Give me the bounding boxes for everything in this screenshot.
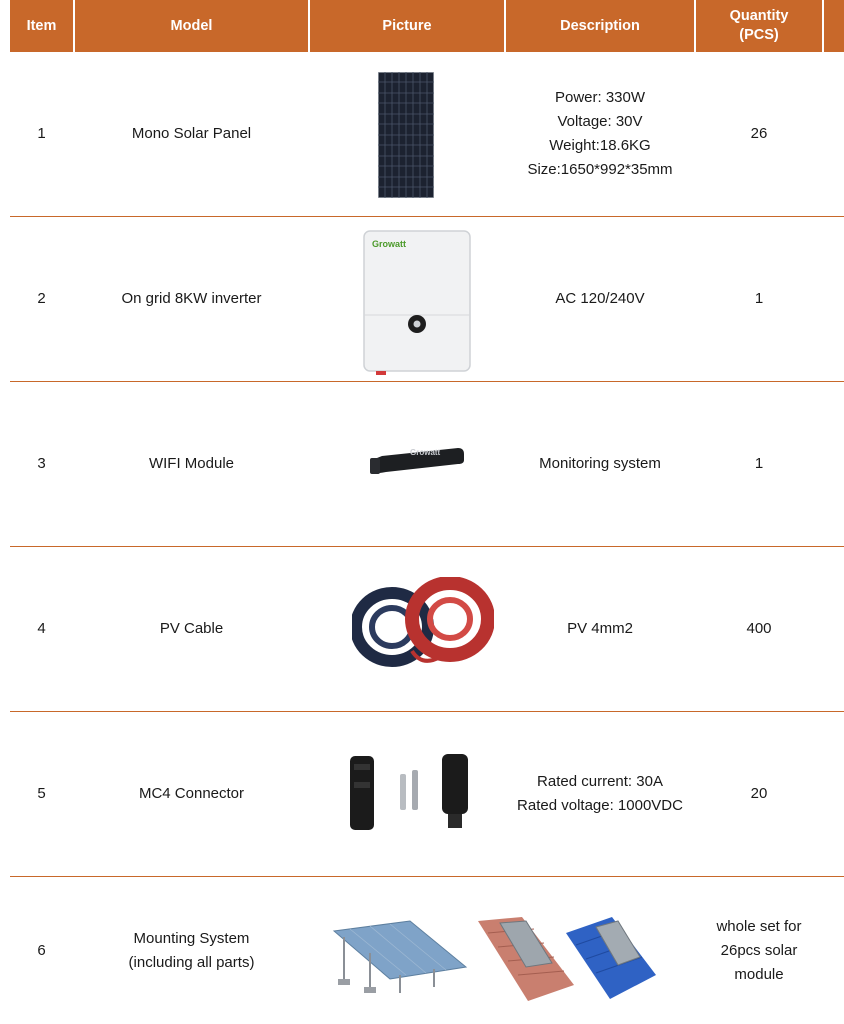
table-row — [10, 52, 844, 217]
header-quantity-line1: Quantity — [729, 8, 789, 24]
item-number: 5 — [37, 785, 46, 802]
table-row — [10, 217, 844, 382]
header-model: Model — [75, 0, 308, 52]
model-name — [75, 877, 308, 1024]
quantity: 1 — [754, 290, 764, 307]
item-number: 1 — [37, 125, 46, 142]
quantity: 400 — [746, 620, 772, 637]
description — [506, 712, 694, 876]
table-row — [10, 382, 844, 547]
quantity-line: 26pcs solar — [720, 941, 798, 959]
model-name: On grid 8KW inverter — [121, 290, 262, 307]
model-name-line: (including all parts) — [128, 953, 255, 971]
table-row — [10, 547, 844, 712]
quantity: 1 — [754, 455, 764, 472]
quantity — [696, 877, 822, 1024]
dongle-brand-label: Growatt — [410, 448, 441, 457]
description-line: Size:1650*992*35mm — [527, 161, 673, 178]
model-name-line: Mounting System — [133, 929, 250, 947]
mounting-system-icon — [330, 917, 470, 1002]
table-row — [10, 712, 844, 877]
description — [506, 52, 694, 216]
mc4-connector-icon — [346, 752, 476, 841]
item-number: 6 — [37, 941, 46, 959]
quantity: 20 — [750, 785, 768, 802]
item-number: 2 — [37, 290, 46, 307]
description-line: Weight:18.6KG — [549, 137, 651, 154]
header-quantity — [696, 0, 822, 52]
quantity: 26 — [750, 125, 768, 142]
inverter-brand-label: Growatt — [372, 239, 407, 249]
description: Monitoring system — [539, 455, 661, 472]
header-extra — [824, 0, 844, 52]
header-quantity-line2: (PCS) — [739, 27, 779, 43]
description: AC 120/240V — [555, 290, 645, 307]
inverter-icon — [362, 229, 472, 382]
roof-mount-blue-icon — [560, 913, 660, 1008]
solar-panel-icon — [378, 72, 434, 203]
header-picture: Picture — [310, 0, 504, 52]
table-row — [10, 877, 844, 1024]
description-line: Power: 330W — [554, 89, 646, 106]
model-name: MC4 Connector — [138, 785, 245, 802]
model-name: Mono Solar Panel — [131, 125, 252, 142]
quantity-line: module — [734, 965, 784, 983]
model-name: PV Cable — [159, 620, 224, 637]
header-item: Item — [10, 0, 73, 52]
description-line: Rated current: 30A — [537, 773, 663, 790]
item-number: 3 — [37, 455, 46, 472]
description-line: Voltage: 30V — [557, 113, 643, 130]
quantity-line: whole set for — [716, 917, 802, 935]
model-name: WIFI Module — [148, 455, 235, 472]
item-number: 4 — [37, 620, 46, 637]
description-line: Rated voltage: 1000VDC — [517, 797, 683, 814]
description: PV 4mm2 — [567, 620, 633, 637]
header-description: Description — [506, 0, 694, 52]
cable-coils-icon — [352, 577, 494, 674]
